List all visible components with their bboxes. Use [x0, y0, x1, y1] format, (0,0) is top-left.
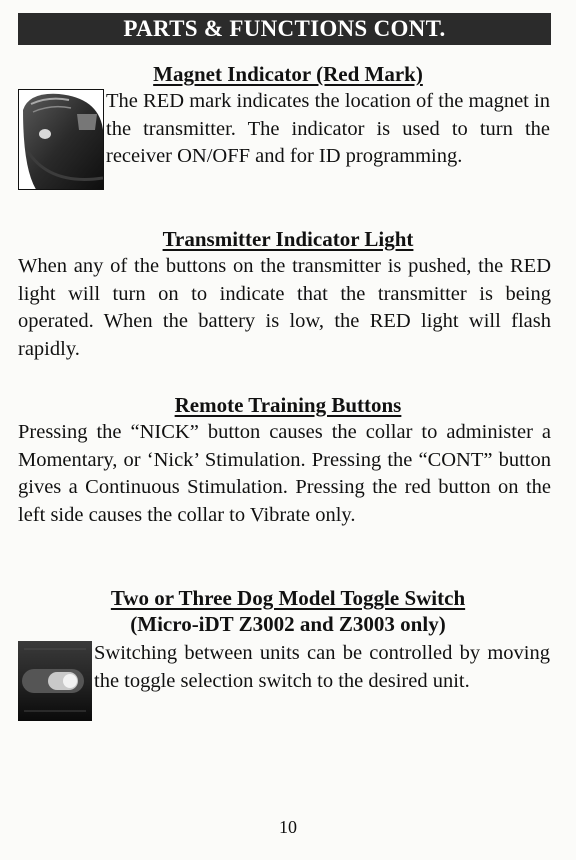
page-number: 10 — [279, 817, 297, 837]
magnet-indicator-text: The RED mark indicates the location of the magnet in the transmitter. The indicator is used to turn the receiver ON/OFF and for ID programming. — [106, 90, 550, 168]
toggle-switch-photo-icon — [18, 641, 92, 721]
transmitter-indicator-text: When any of the buttons on the transmitter is pushed, the RED light will turn on to indicate that the transmitter is being operated. When the battery is low, the RED light will flash rapidly. — [18, 255, 551, 360]
remote-training-heading: Remote Training Buttons — [174, 393, 402, 417]
toggle-switch-subheading: (Micro-iDT Z3002 and Z3003 only) — [130, 612, 446, 636]
transmitter-indicator-heading: Transmitter Indicator Light — [162, 227, 414, 251]
toggle-switch-heading: Two or Three Dog Model Toggle Switch — [110, 586, 466, 610]
page-title: PARTS & FUNCTIONS CONT. — [18, 13, 551, 45]
magnet-indicator-heading: Magnet Indicator (Red Mark) — [153, 62, 423, 86]
transmitter-magnet-photo-icon — [18, 89, 104, 190]
toggle-switch-text: Switching between units can be controlled by moving the toggle selection switch to the desired unit. — [94, 642, 550, 692]
remote-training-text: Pressing the “NICK” button causes the collar to administer a Momentary, or ‘Nick’ Stimulation. Pressing the “CONT” button gives a Continuous Stimulation. Pressing the red button on the left side causes the collar to Vibrate only. — [18, 421, 551, 526]
